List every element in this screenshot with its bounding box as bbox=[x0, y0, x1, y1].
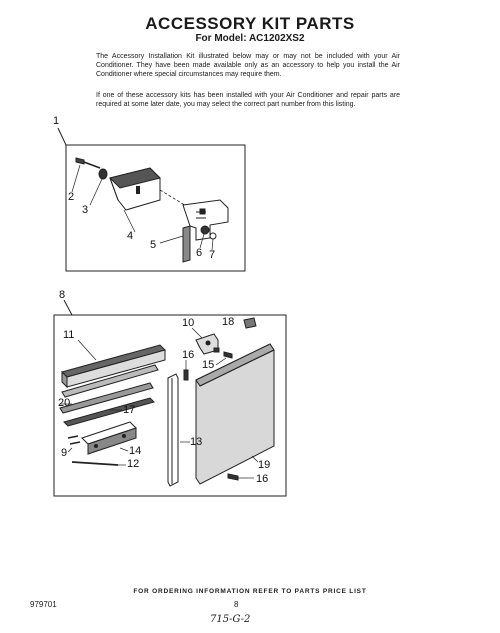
callout-9: 9 bbox=[61, 447, 68, 459]
callout-5: 5 bbox=[150, 239, 157, 251]
callout-13: 13 bbox=[190, 436, 203, 448]
callout-3: 3 bbox=[82, 204, 89, 216]
vertical-post-part bbox=[168, 374, 190, 486]
model-number: For Model: AC1202XS2 bbox=[195, 33, 305, 44]
callout-8: 8 bbox=[59, 289, 66, 301]
angle-bracket-part bbox=[110, 168, 188, 232]
screw-part bbox=[72, 158, 100, 192]
callout-20: 20 bbox=[58, 397, 71, 409]
callout-19: 19 bbox=[258, 459, 271, 471]
callout-1: 1 bbox=[53, 115, 60, 127]
callout-15: 15 bbox=[202, 359, 215, 371]
screw-set-part bbox=[68, 436, 80, 452]
callout-10: 10 bbox=[182, 317, 195, 329]
intro-paragraph-1: The Accessory Installation Kit illustrated below may or may not be included with your Air Conditioner. They have been made available only as an accessory to help you install the Air Conditioner where special circumstances may require them. bbox=[96, 53, 400, 79]
callout-12: 12 bbox=[127, 458, 140, 470]
washer-part bbox=[90, 169, 107, 205]
side-rail-part bbox=[64, 398, 154, 426]
sill-bracket-part bbox=[82, 422, 136, 454]
ordering-note: FOR ORDERING INFORMATION REFER TO PARTS PRICE LIST bbox=[133, 588, 367, 595]
callout-16-bottom: 16 bbox=[256, 473, 269, 485]
pad-part bbox=[244, 318, 256, 328]
callout-16-top: 16 bbox=[182, 349, 195, 361]
rod-part bbox=[72, 462, 126, 465]
handwritten-note: 715-G-2 bbox=[210, 614, 251, 625]
callout-14: 14 bbox=[129, 445, 142, 457]
intro-paragraph-2: If one of these accessory kits has been installed with your Air Conditioner and repair parts are required at some later date, you may select the correct part number from this listing. bbox=[96, 92, 400, 109]
corner-piece-part bbox=[184, 360, 188, 380]
bottom-screw-part bbox=[228, 474, 254, 480]
lock-washer-part bbox=[210, 233, 216, 250]
document-number: 979701 bbox=[30, 600, 57, 609]
support-bracket-part bbox=[160, 200, 228, 262]
small-screw-part bbox=[216, 352, 232, 365]
callout-7: 7 bbox=[209, 249, 216, 261]
callout-4: 4 bbox=[127, 230, 134, 242]
page-title: ACCESSORY KIT PARTS bbox=[145, 14, 355, 33]
page-number: 8 bbox=[234, 600, 239, 609]
callout-18: 18 bbox=[222, 316, 235, 328]
callout-11: 11 bbox=[63, 329, 75, 341]
callout-6: 6 bbox=[196, 247, 203, 259]
callout-2: 2 bbox=[68, 191, 75, 203]
hinge-bracket-part bbox=[192, 328, 219, 354]
callout-17: 17 bbox=[123, 404, 136, 416]
